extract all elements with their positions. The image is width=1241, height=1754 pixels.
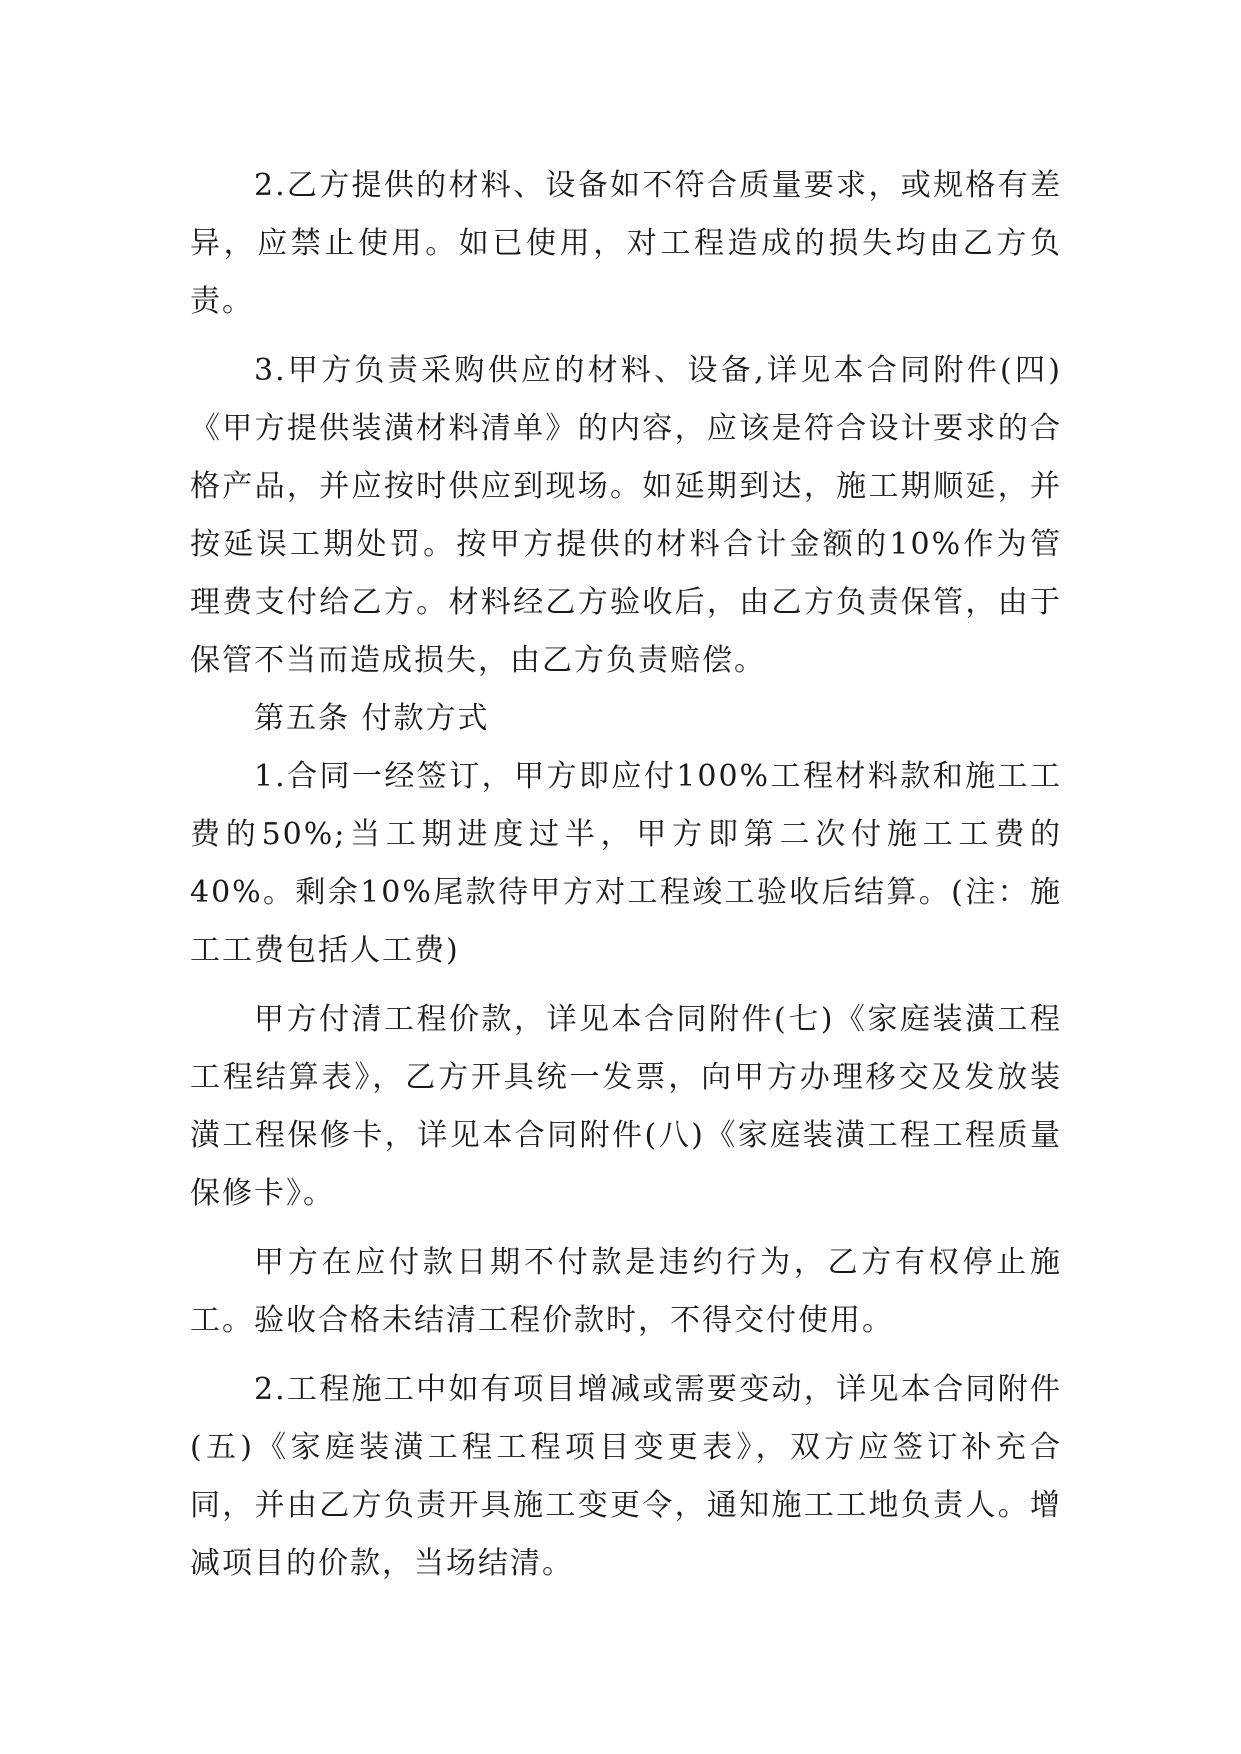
paragraph-clause-5-1: 1.合同一经签订，甲方即应付100%工程材料款和施工工费的50%;当工期进度过半，甲方即第二次付施工工费的40%。剩余10%尾款待甲方对工程竣工验收后结算。(注：施工工费包括人工费) <box>190 759 1062 968</box>
paragraph-clause-5-2: 2.工程施工中如有项目增减或需要变动，详见本合同附件(五)《家庭装潢工程工程项目变更表》，双方应签订补充合同，并由乙方负责开具施工变更令，通知施工工地负责人。增减项目的价款，当场结清。 <box>190 1372 1062 1581</box>
contract-body <box>190 157 1062 1593</box>
paragraph-clause-4-2: 2.乙方提供的材料、设备如不符合质量要求，或规格有差异，应禁止使用。如已使用，对工程造成的损失均由乙方负责。 <box>190 168 1062 319</box>
section-heading-article-5: 第五条 付款方式 <box>254 701 490 736</box>
paragraph-settlement: 甲方付清工程价款，详见本合同附件(七)《家庭装潢工程工程结算表》，乙方开具统一发票，向甲方办理移交及发放装潢工程保修卡，详见本合同附件(八)《家庭装潢工程工程质量保修卡》。 <box>190 1002 1062 1211</box>
paragraph-late-payment: 甲方在应付款日期不付款是违约行为，乙方有权停止施工。验收合格未结清工程价款时，不得交付使用。 <box>190 1245 1062 1338</box>
paragraph-clause-4-3: 3.甲方负责采购供应的材料、设备,详见本合同附件(四)《甲方提供装潢材料清单》的内容，应该是符合设计要求的合格产品，并应按时供应到现场。如延期到达，施工期顺延，并按延误工期处罚。按甲方提供的材料合计金额的10%作为管理费支付给乙方。材料经乙方验收后，由乙方负责保管，由于保管不当而造成损失，由乙方负责赔偿。 <box>190 353 1062 678</box>
